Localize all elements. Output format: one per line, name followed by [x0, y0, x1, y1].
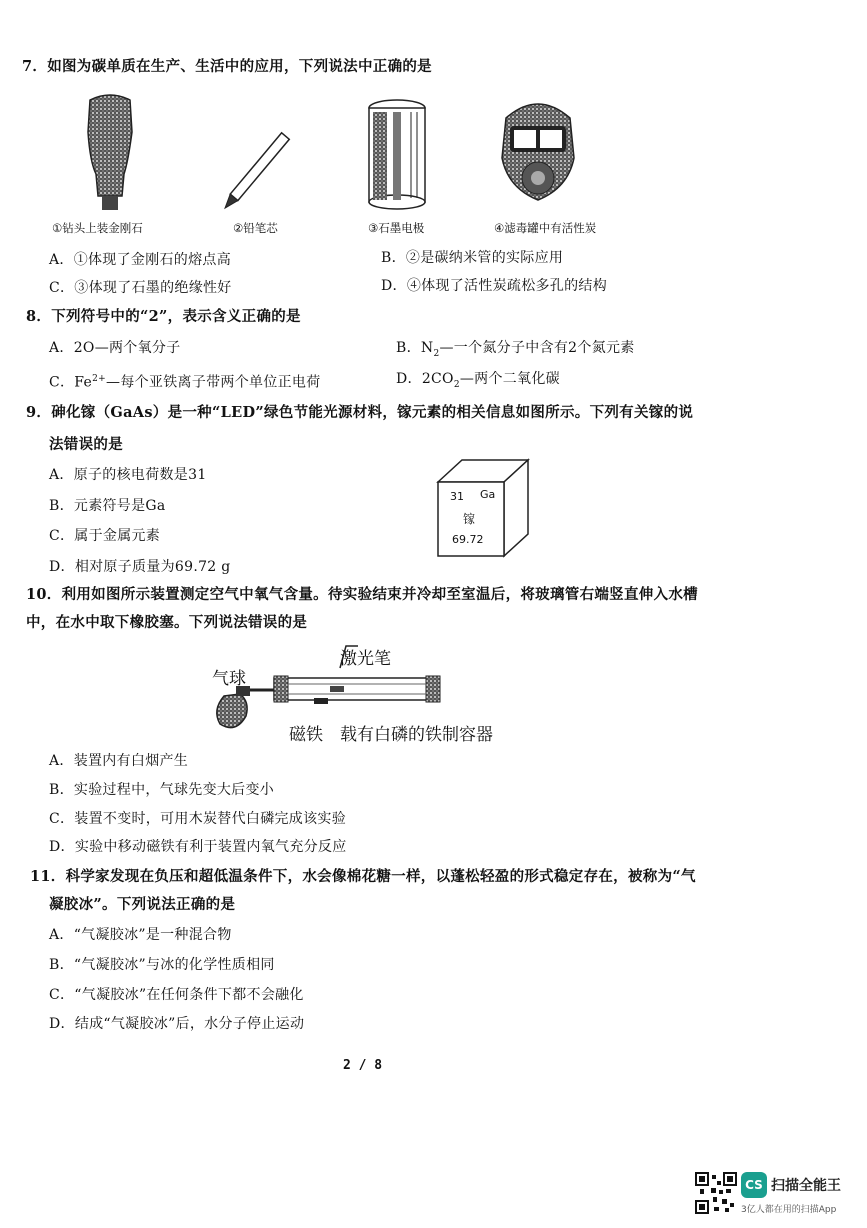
q7-caption-3: ③石墨电极 — [368, 221, 425, 235]
label-magnet: 磁铁 — [289, 725, 323, 745]
q10-stem-line2: 中，在水中取下橡胶塞。下列说法错误的是 — [26, 614, 308, 631]
q7-option-d: D．④体现了活性炭疏松多孔的结构 — [381, 278, 608, 294]
q10-option-c: C．装置不变时，可用木炭替代白磷完成该实验 — [49, 811, 347, 827]
q7-option-c: C．③体现了石墨的绝缘性好 — [49, 280, 232, 296]
q11-option-c: C．“气凝胶冰”在任何条件下都不会融化 — [49, 987, 304, 1003]
q11-stem-line1: 11．科学家发现在负压和超低温条件下，水会像棉花糖一样，以蓬松轻盈的形式稳定存在，被称为“气 — [30, 868, 696, 885]
q10-option-b: B．实验过程中，气球先变大后变小 — [49, 782, 275, 798]
page-number: 2 / 8 — [343, 1058, 383, 1073]
q11-stem-line2: 凝胶冰”。下列说法正确的是 — [49, 896, 236, 913]
q7-caption-2: ②铅笔芯 — [233, 221, 278, 235]
q11-option-d: D．结成“气凝胶冰”后，水分子停止运动 — [49, 1016, 305, 1032]
scanner-logo-icon: CS — [741, 1172, 767, 1198]
label-balloon: 气球 — [212, 669, 246, 689]
element-name: 镓 — [463, 512, 476, 526]
q9-option-b: B．元素符号是Ga — [49, 498, 166, 514]
scanner-brand-name: 扫描全能王 — [771, 1178, 841, 1194]
q11-option-a: A．“气凝胶冰”是一种混合物 — [49, 927, 232, 943]
drill-bit-image — [80, 92, 140, 214]
q7-option-a: A．①体现了金刚石的熔点高 — [49, 252, 232, 268]
gas-mask-image — [488, 96, 588, 208]
label-iron-container: 载有白磷的铁制容器 — [340, 725, 493, 745]
qr-code-icon — [695, 1172, 737, 1214]
element-symbol: Ga — [480, 488, 496, 501]
pencil-lead-image — [222, 112, 308, 212]
q9-stem-line1: 9．砷化镓（GaAs）是一种“LED”绿色节能光源材料，镓元素的相关信息如图所示。下列有关镓的说 — [26, 404, 694, 421]
apparatus-diagram — [210, 640, 460, 730]
q10-option-d: D．实验中移动磁铁有利于装置内氧气充分反应 — [49, 839, 347, 855]
label-laser-pen: 激光笔 — [340, 649, 391, 669]
q7-caption-4: ④滤毒罐中有活性炭 — [494, 221, 597, 235]
graphite-electrode-image — [363, 98, 431, 212]
q7-caption-1: ①钻头上装金刚石 — [52, 221, 143, 235]
q7-stem: 7．如图为碳单质在生产、生活中的应用，下列说法中正确的是 — [22, 58, 432, 75]
scanner-tagline: 3亿人都在用的扫描App — [741, 1205, 837, 1215]
q9-option-a: A．原子的核电荷数是31 — [49, 467, 207, 483]
element-atomic-number: 31 — [450, 490, 464, 503]
q8-stem: 8．下列符号中的“2”，表示含义正确的是 — [26, 308, 301, 325]
q8-option-c: C．$Fe^{2+}—$每个亚铁离子带两个单位正电荷 — [49, 374, 321, 391]
q11-option-b: B．“气凝胶冰”与冰的化学性质相同 — [49, 957, 275, 973]
q8-option-b: B．$N_2—$一个氮分子中含有2个氮元素 — [396, 340, 635, 359]
q7-option-b: B．②是碳纳米管的实际应用 — [381, 250, 564, 266]
q9-stem-line2: 法错误的是 — [49, 436, 123, 453]
q9-option-d: D．相对原子质量为69.72 g — [49, 559, 231, 575]
q8-option-d: D．$2CO_2—$两个二氧化碳 — [396, 371, 560, 390]
element-atomic-mass: 69.72 — [452, 533, 484, 546]
q9-option-c: C．属于金属元素 — [49, 528, 161, 544]
q10-option-a: A．装置内有白烟产生 — [49, 753, 189, 769]
q8-option-a: A．2O—两个氧分子 — [49, 340, 181, 356]
q10-stem-line1: 10．利用如图所示装置测定空气中氧气含量。待实验结束并冷却至室温后，将玻璃管右端竖直伸入水槽 — [26, 586, 698, 603]
